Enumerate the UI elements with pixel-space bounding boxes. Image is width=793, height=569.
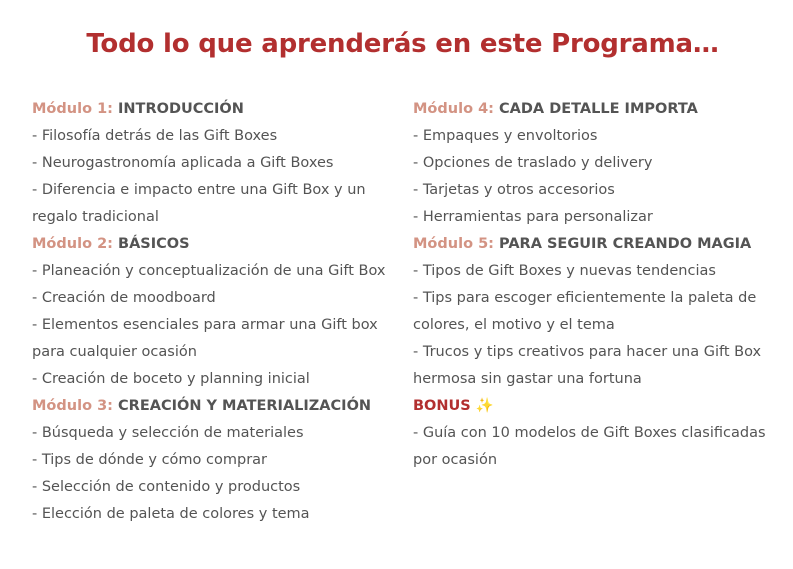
- module-2-prefix: Módulo 2:: [32, 236, 113, 252]
- sparkles-icon: ✨: [475, 398, 494, 414]
- module-1-item: - Diferencia e impacto entre una Gift Box y un regalo tradicional: [32, 182, 366, 225]
- module-2-name: BÁSICOS: [118, 236, 190, 252]
- module-3-item: - Tips de dónde y cómo comprar: [32, 452, 268, 468]
- right-column: [413, 96, 775, 474]
- bonus-label: BONUS: [413, 398, 471, 414]
- module-4-prefix: Módulo 4:: [413, 101, 494, 117]
- module-2-heading: [32, 231, 394, 258]
- module-2-item: - Elementos esenciales para armar una Gift box para cualquier ocasión: [32, 317, 378, 360]
- module-4-item: - Herramientas para personalizar: [413, 209, 653, 225]
- module-1-prefix: Módulo 1:: [32, 101, 113, 117]
- page-title: Todo lo que aprenderás en este Programa…: [86, 29, 719, 59]
- module-3-item: - Elección de paleta de colores y tema: [32, 506, 310, 522]
- module-4-item: - Empaques y envoltorios: [413, 128, 598, 144]
- module-5-item: - Trucos y tips creativos para hacer una Gift Box hermosa sin gastar una fortuna: [413, 344, 762, 387]
- bonus-item: - Guía con 10 modelos de Gift Boxes clasificadas por ocasión: [413, 425, 766, 468]
- module-3-item: - Búsqueda y selección de materiales: [32, 425, 304, 441]
- module-1-heading: [32, 96, 394, 123]
- module-1-item: - Neurogastronomía aplicada a Gift Boxes: [32, 155, 334, 171]
- module-5-heading: [413, 231, 775, 258]
- module-5-prefix: Módulo 5:: [413, 236, 494, 252]
- module-2-item: - Planeación y conceptualización de una Gift Box: [32, 263, 386, 279]
- module-4-item: - Tarjetas y otros accesorios: [413, 182, 615, 198]
- module-2-item: - Creación de boceto y planning inicial: [32, 371, 310, 387]
- module-4-name: CADA DETALLE IMPORTA: [499, 101, 698, 117]
- module-2-item: - Creación de moodboard: [32, 290, 216, 306]
- module-4-item: - Opciones de traslado y delivery: [413, 155, 653, 171]
- module-4-heading: [413, 96, 775, 123]
- left-column: [32, 96, 394, 528]
- module-3-prefix: Módulo 3:: [32, 398, 113, 414]
- module-3-item: - Selección de contenido y productos: [32, 479, 301, 495]
- bonus-heading: [413, 393, 775, 420]
- module-5-item: - Tipos de Gift Boxes y nuevas tendencias: [413, 263, 716, 279]
- module-3-name: CREACIÓN Y MATERIALIZACIÓN: [118, 398, 372, 414]
- module-5-item: - Tips para escoger eficientemente la paleta de colores, el motivo y el tema: [413, 290, 757, 333]
- module-1-item: - Filosofía detrás de las Gift Boxes: [32, 128, 278, 144]
- module-5-name: PARA SEGUIR CREANDO MAGIA: [499, 236, 752, 252]
- module-3-heading: [32, 393, 394, 420]
- module-1-name: INTRODUCCIÓN: [118, 101, 244, 117]
